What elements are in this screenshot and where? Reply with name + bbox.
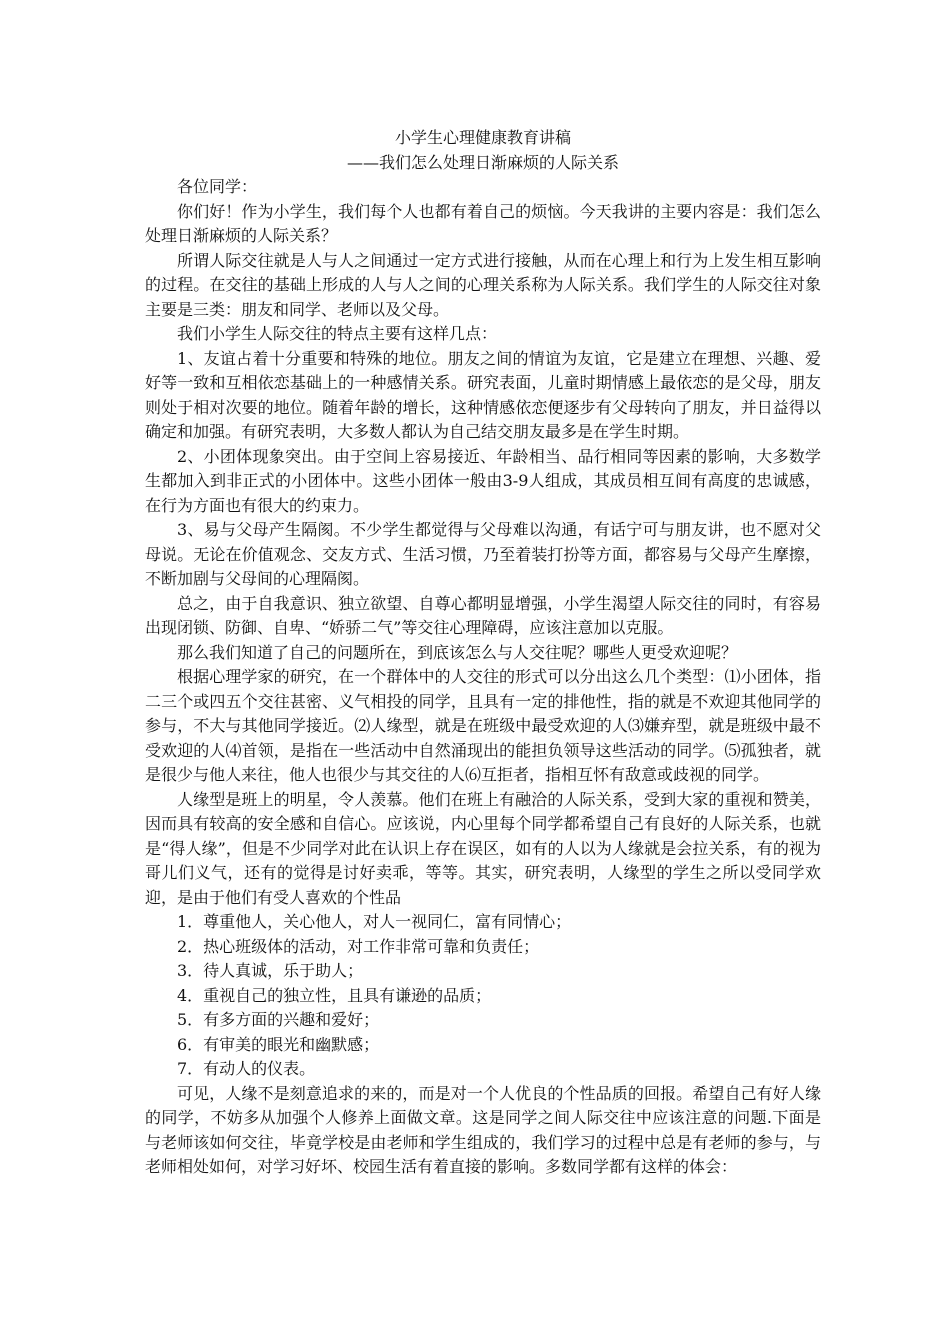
paragraph: 总之，由于自我意识、独立欲望、自尊心都明显增强，小学生渴望人际交往的同时，有容易出现闭锁、防御、自卑、“娇骄二气”等交往心理障碍，应该注意加以克服。 bbox=[145, 593, 821, 637]
paragraph: 根据心理学家的研究，在一个群体中的人交往的形式可以分出这么几个类型：⑴小团体，指二三个或四五个交往甚密、义气相投的同学，且具有一定的排他性，指的就是不欢迎其他同学的参与，不大与其他同学接近。⑵人缘型，就是在班级中最受欢迎的人⑶嫌弃型，就是班级中最不受欢迎的人⑷首领，是指在一些活动中自然涌现出的能担负领导这些活动的同学。⑸孤独者，就是很少与他人来往，他人也很少与其交往的人⑹互拒者，指相互怀有敌意或歧视的同学。 bbox=[145, 667, 821, 784]
document-title: 小学生心理健康教育讲稿 bbox=[394, 128, 571, 147]
closing-paragraph: 可见，人缘不是刻意追求的来的，而是对一个人优良的个性品质的回报。希望自己有好人缘的同学，不妨多从加强个人修养上面做文章。这是同学之间人际交往中应该注意的问题.下面是与老师该如何交往，毕竟学校是由老师和学生组成的，我们学习的过程中总是有老师的参与，与老师相处如何，对学习好坏、校园生活有着直接的影响。多数同学都有这样的体会： bbox=[145, 1083, 821, 1176]
paragraph: 2、小团体现象突出。由于空间上容易接近、年龄相当、品行相同等因素的影响，大多数学生都加入到非正式的小团体中。这些小团体一般由3-9人组成，其成员相互间有高度的忠诚感，在行为方面也有很大的约束力。 bbox=[145, 446, 821, 515]
trait-item: 1．尊重他人，关心他人，对人一视同仁，富有同情心； bbox=[177, 912, 572, 931]
paragraph: 你们好！作为小学生，我们每个人也都有着自己的烦恼。今天我讲的主要内容是：我们怎么处理日渐麻烦的人际关系？ bbox=[145, 201, 821, 245]
trait-item: 4．重视自己的独立性，且具有谦逊的品质； bbox=[177, 985, 492, 1005]
paragraph: 那么我们知道了自己的问题所在，到底该怎么与人交往呢？哪些人更受欢迎呢？ bbox=[177, 642, 738, 662]
paragraph: 3、易与父母产生隔阂。不少学生都觉得与父母难以沟通，有话宁可与朋友讲，也不愿对父母说。无论在价值观念、交友方式、生活习惯，乃至着装打扮等方面，都容易与父母产生摩擦，不断加剧与父母间的心理隔阂。 bbox=[145, 520, 821, 588]
trait-item: 7．有动人的仪表。 bbox=[177, 1059, 316, 1078]
trait-item: 2．热心班级体的活动，对工作非常可靠和负责任； bbox=[177, 936, 540, 956]
trait-item: 3．待人真诚，乐于助人； bbox=[177, 961, 364, 980]
trait-item: 6．有审美的眼光和幽默感； bbox=[177, 1034, 380, 1054]
greeting: 各位同学： bbox=[177, 177, 258, 196]
trait-item: 5．有多方面的兴趣和爱好； bbox=[177, 1010, 380, 1029]
paragraph: 我们小学生人际交往的特点主要有这样几点： bbox=[177, 324, 498, 343]
paragraph: 1、友谊占着十分重要和特殊的地位。朋友之间的情谊为友谊，它是建立在理想、兴趣、爱好等一致和互相依恋基础上的一种感情关系。研究表面，儿童时期情感上最依恋的是父母，朋友则处于相对次要的地位。随着年龄的增长，这种情感依恋便逐步有父母转向了朋友，并日益得以确定和加强。有研究表明，大多数人都认为自己结交朋友最多是在学生时期。 bbox=[145, 348, 821, 441]
document-subtitle: ——我们怎么处理日渐麻烦的人际关系 bbox=[346, 152, 619, 172]
paragraph: 所谓人际交往就是人与人之间通过一定方式进行接触，从而在心理上和行为上发生相互影响的过程。在交往的基础上形成的人与人之间的心理关系称为人际关系。我们学生的人际交往对象主要是三类：朋友和同学、老师以及父母。 bbox=[145, 250, 821, 319]
paragraph: 人缘型是班上的明星，令人羡慕。他们在班上有融洽的人际关系，受到大家的重视和赞美，因而具有较高的安全感和自信心。应该说，内心里每个同学都希望自己有良好的人际关系，也就是“得人缘”，但是不少同学对此在认识上存在误区，如有的人以为人缘就是会拉关系，有的视为哥儿们义气，还有的觉得是讨好卖乖，等等。其实，研究表明，人缘型的学生之所以受同学欢迎，是由于他们有受人喜欢的个性品 bbox=[145, 789, 821, 907]
document-page bbox=[145, 126, 821, 1180]
